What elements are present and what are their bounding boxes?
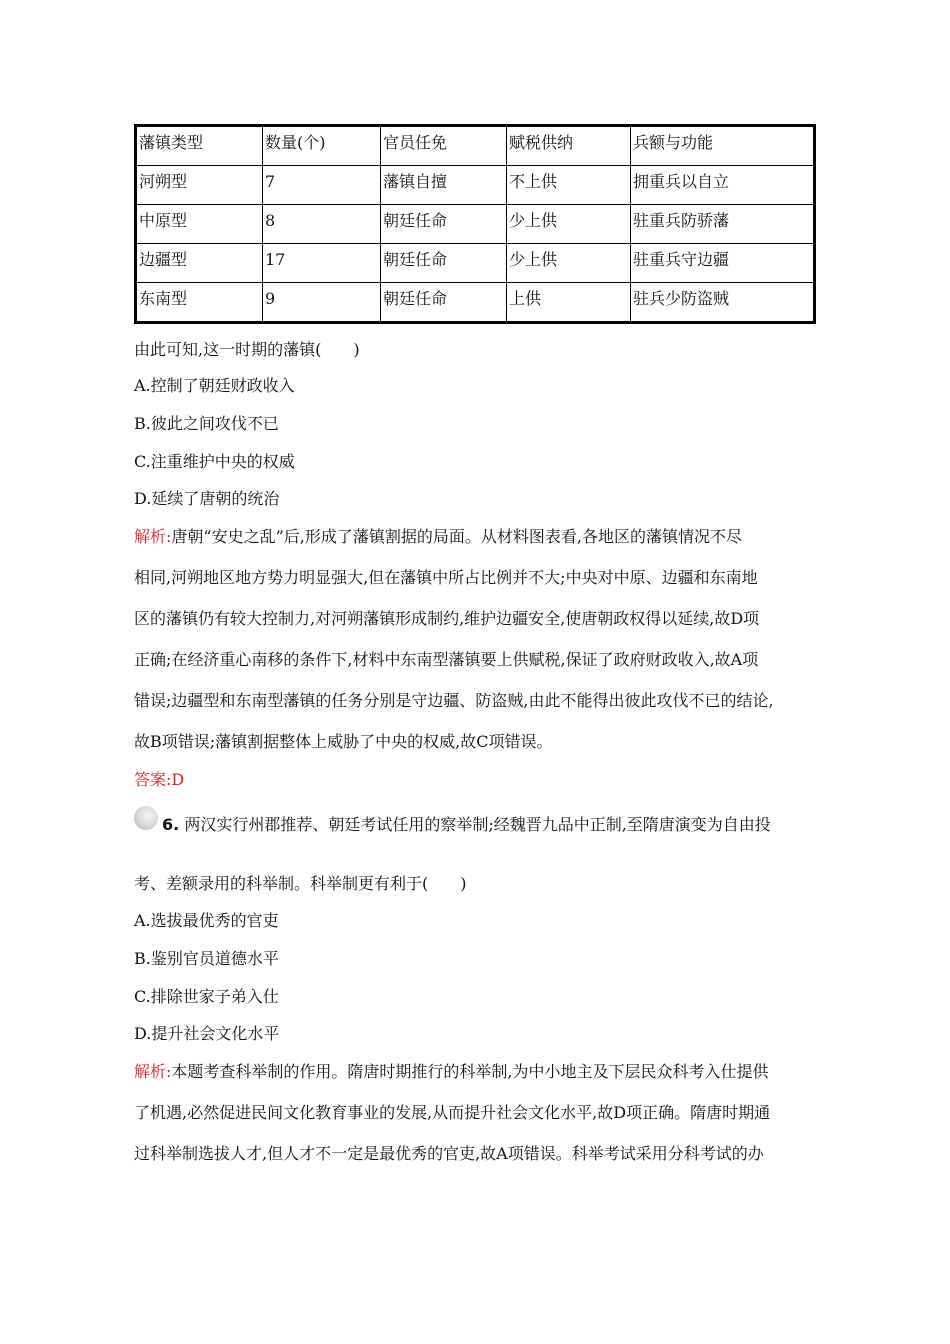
header-cell: 藩镇类型	[136, 126, 263, 166]
question-number: 6.	[162, 815, 180, 834]
q5-answer-line	[134, 770, 184, 790]
question-marker-icon	[134, 806, 158, 830]
q6-option-c: C.排除世家子弟入仕	[134, 987, 279, 1006]
q6-stem-line: 考、差额录用的科举制。科举制更有利于( )	[134, 874, 467, 893]
header-cell: 数量(个)	[263, 126, 381, 166]
q6-analysis-line: 过科举制选拔人才,但人才不一定是最优秀的官吏,故A项错误。科举考试采用分科考试的办	[134, 1144, 764, 1163]
q6-option-a: A.选拔最优秀的官吏	[134, 911, 279, 930]
q5-option-c: C.注重维护中央的权威	[134, 452, 295, 471]
table-row	[136, 205, 815, 244]
q5-stem: 由此可知,这一时期的藩镇( )	[134, 340, 360, 359]
answer-value: D	[171, 770, 185, 789]
table-cell: 朝廷任命	[381, 205, 507, 244]
table-cell: 藩镇自擅	[381, 166, 507, 205]
table-cell: 7	[263, 166, 381, 205]
header-cell: 赋税供纳	[507, 126, 631, 166]
table-cell: 少上供	[507, 244, 631, 283]
analysis-text: 唐朝“安史之乱”后,形成了藩镇割据的局面。从材料图表看,各地区的藩镇情况不尽	[171, 527, 742, 546]
table-cell: 驻重兵守边疆	[631, 244, 815, 283]
table-cell: 朝廷任命	[381, 244, 507, 283]
q5-analysis-line: 相同,河朔地区地方势力明显强大,但在藩镇中所占比例并不大;中央对中原、边疆和东南地	[134, 568, 758, 587]
q5-analysis-line: 故B项错误;藩镇割据整体上威胁了中央的权威,故C项错误。	[134, 732, 553, 751]
table-cell: 边疆型	[136, 244, 263, 283]
table-cell: 驻兵少防盗贼	[631, 283, 815, 323]
table-cell: 东南型	[136, 283, 263, 323]
q6-stem-text: 两汉实行州郡推荐、朝廷考试任用的察举制;经魏晋九品中正制,至隋唐演变为自由投	[184, 815, 771, 834]
table-cell: 17	[263, 244, 381, 283]
analysis-text: 本题考查科举制的作用。隋唐时期推行的科举制,为中小地主及下层民众科考入仕提供	[171, 1062, 769, 1081]
q5-option-a: A.控制了朝廷财政收入	[134, 376, 295, 395]
table-cell: 上供	[507, 283, 631, 323]
q5-analysis-line: 正确;在经济重心南移的条件下,材料中东南型藩镇要上供赋税,保证了政府财政收入,故A项	[134, 650, 759, 669]
q5-analysis-line	[134, 527, 742, 547]
table-row	[136, 166, 815, 205]
table-cell: 朝廷任命	[381, 283, 507, 323]
table-cell: 拥重兵以自立	[631, 166, 815, 205]
table-row	[136, 244, 815, 283]
analysis-label: 解析:	[134, 527, 172, 546]
header-cell: 兵额与功能	[631, 126, 815, 166]
q5-analysis-line: 区的藩镇仍有较大控制力,对河朔藩镇形成制约,维护边疆安全,使唐朝政权得以延续,故D项	[134, 609, 760, 628]
answer-label: 答案:	[134, 770, 172, 789]
table-row	[136, 283, 815, 323]
q6-option-b: B.鉴别官员道德水平	[134, 949, 279, 968]
table-cell: 河朔型	[136, 166, 263, 205]
table-cell: 中原型	[136, 205, 263, 244]
table-header-row	[136, 126, 815, 166]
table-cell: 8	[263, 205, 381, 244]
q5-analysis-line: 错误;边疆型和东南型藩镇的任务分别是守边疆、防盗贼,由此不能得出彼此攻伐不已的结论,	[134, 691, 774, 710]
header-cell: 官员任免	[381, 126, 507, 166]
q5-option-d: D.延续了唐朝的统治	[134, 489, 280, 508]
table-cell: 少上供	[507, 205, 631, 244]
table-cell: 9	[263, 283, 381, 323]
table-cell: 不上供	[507, 166, 631, 205]
analysis-label: 解析:	[134, 1062, 172, 1081]
q6-option-d: D.提升社会文化水平	[134, 1024, 280, 1043]
fanzhen-table	[134, 124, 816, 324]
q5-option-b: B.彼此之间攻伐不已	[134, 414, 279, 433]
table-cell: 驻重兵防骄藩	[631, 205, 815, 244]
q6-analysis-line: 了机遇,必然促进民间文化教育事业的发展,从而提升社会文化水平,故D项正确。隋唐时期通	[134, 1103, 771, 1122]
q6-analysis-line	[134, 1062, 769, 1082]
q6-stem-line	[162, 815, 771, 835]
